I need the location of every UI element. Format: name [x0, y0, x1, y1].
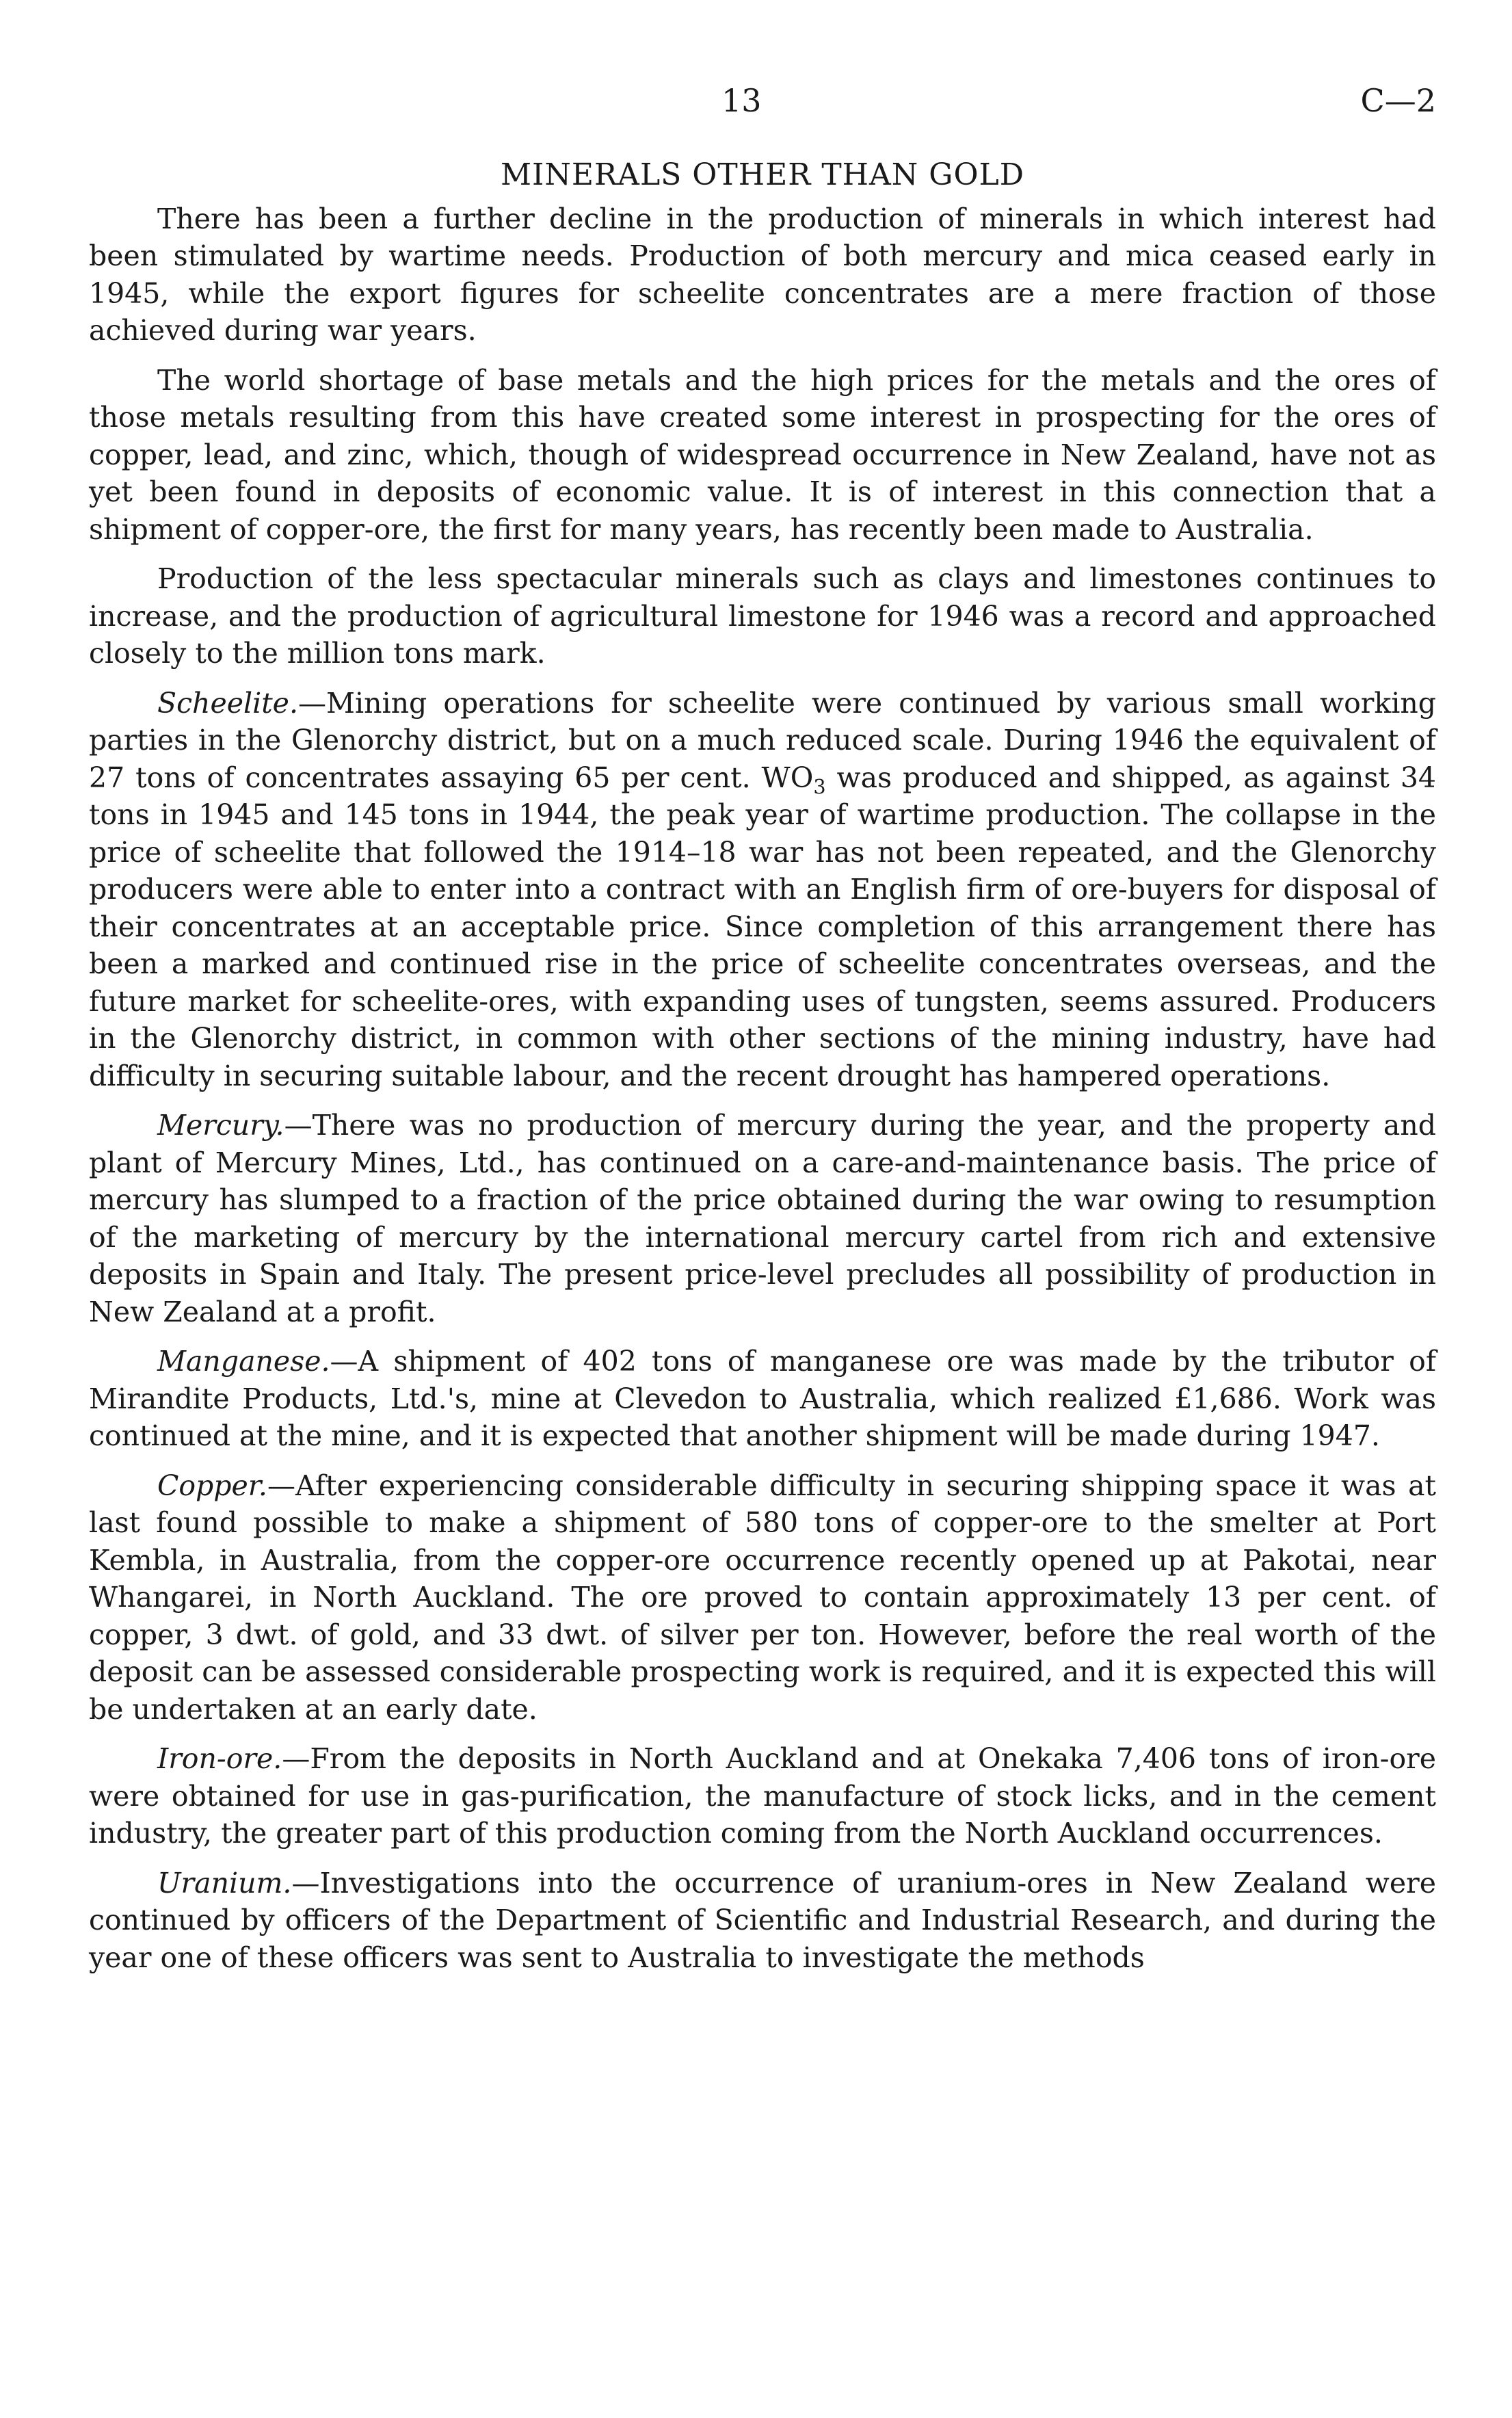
- iron-ore-title: Iron-ore.: [157, 1742, 282, 1776]
- paragraph-limestone: Production of the less spectacular minerals such as clays and limestones continues to increase, and the production of agricultural limestone for 1946 was a record and approached closely to the million tons mark.: [89, 562, 1436, 670]
- page-header: [89, 82, 1436, 157]
- page-number: 13: [721, 82, 762, 119]
- paragraph-uranium: [89, 1865, 1436, 1977]
- copper-title: Copper.: [157, 1469, 267, 1502]
- paragraph-decline: There has been a further decline in the production of minerals in which interest had been stimulated by wartime needs. Production of both mercury and mica ceased early in 1945, while the export figures for scheelite concentrates are a mere fraction of those achieved during war years.: [89, 202, 1436, 347]
- paragraph-mercury: [89, 1107, 1436, 1330]
- uranium-title: Uranium.: [157, 1866, 292, 1900]
- iron-ore-text: —From the deposits in North Auckland and at Onekaka 7,406 tons of iron-ore were obtained for use in gas-purification, the manufacture of stock licks, and in the cement industry, the greater part of this production coming from the North Auckland occurrences.: [89, 1742, 1436, 1850]
- uranium-text: —Investigations into the occurrence of uranium-ores in New Zealand were continued by officers of the Department of Scientific and Industrial Research, and during the year one of these officers was sent to Australia to investigate the methods: [89, 1866, 1436, 1974]
- paragraph-copper: [89, 1467, 1436, 1729]
- copper-text: —After experiencing considerable difficulty in securing shipping space it was at last found possible to make a shipment of 580 tons of copper-ore to the smelter at Port Kembla, in Australia, from the copper-ore occurrence recently opened up at Pakotai, near Whangarei, in North Auckland. The ore proved to contain approximately 13 per cent. of copper, 3 dwt. of gold, and 33 dwt. of silver per ton. However, before the real worth of the deposit can be assessed considerable prospecting work is required, and it is expected this will be undertaken at an early date.: [89, 1469, 1436, 1726]
- manganese-title: Manganese.: [157, 1345, 330, 1378]
- scheelite-subscript: 3: [813, 774, 826, 798]
- manganese-text: —A shipment of 402 tons of manganese ore was made by the tributor of Mirandite Products, Ltd.'s, mine at Clevedon to Australia, which realized £1,686. Work was continued at the mine, and it is expected that another shipment will be made during 1947.: [89, 1345, 1436, 1453]
- document-page: [89, 82, 1436, 1988]
- document-reference: C—2: [1360, 82, 1436, 119]
- scheelite-text-before: —Mining operations for scheelite were continued by various small working parties in the Glenorchy district, but on a much reduced scale. During 1946 the equivalent of 27 tons of concentrates assaying 65 per cent. WO: [89, 686, 1436, 794]
- mercury-title: Mercury.: [157, 1109, 284, 1142]
- paragraph-scheelite: [89, 685, 1436, 1095]
- section-heading: MINERALS OTHER THAN GOLD: [500, 157, 1025, 192]
- paragraph-iron-ore: [89, 1740, 1436, 1852]
- paragraph-base-metals: The world shortage of base metals and the high prices for the metals and the ores of those metals resulting from this have created some interest in prospecting for the ores of copper, lead, and zinc, which, though of widespread occurrence in New Zealand, have not as yet been found in deposits of economic value. It is of interest in this connection that a shipment of copper-ore, the first for many years, has recently been made to Australia.: [89, 363, 1436, 546]
- scheelite-text-after: was produced and shipped, as against 34 tons in 1945 and 145 tons in 1944, the peak year of wartime production. The collapse in the price of scheelite that followed the 1914–18 war has not been repeated, and the Glenorchy producers were able to enter into a contract with an English firm of ore-buyers for disposal of their concentrates at an acceptable price. Since completion of this arrangement there has been a marked and continued rise in the price of scheelite concentrates overseas, and the future market for scheelite-ores, with expanding uses of tungsten, seems assured. Producers in the Glenorchy district, in common with other sections of the mining industry, have had difficulty in securing suitable labour, and the recent drought has hampered operations.: [89, 761, 1436, 1092]
- scheelite-title: Scheelite.: [157, 686, 298, 720]
- mercury-text: —There was no production of mercury during the year, and the property and plant of Mercury Mines, Ltd., has continued on a care-and-maintenance basis. The price of mercury has slumped to a fraction of the price obtained during the war owing to resumption of the marketing of mercury by the international mercury cartel from rich and extensive deposits in Spain and Italy. The present price-level precludes all possibility of production in New Zealand at a profit.: [89, 1109, 1436, 1328]
- paragraph-manganese: [89, 1343, 1436, 1455]
